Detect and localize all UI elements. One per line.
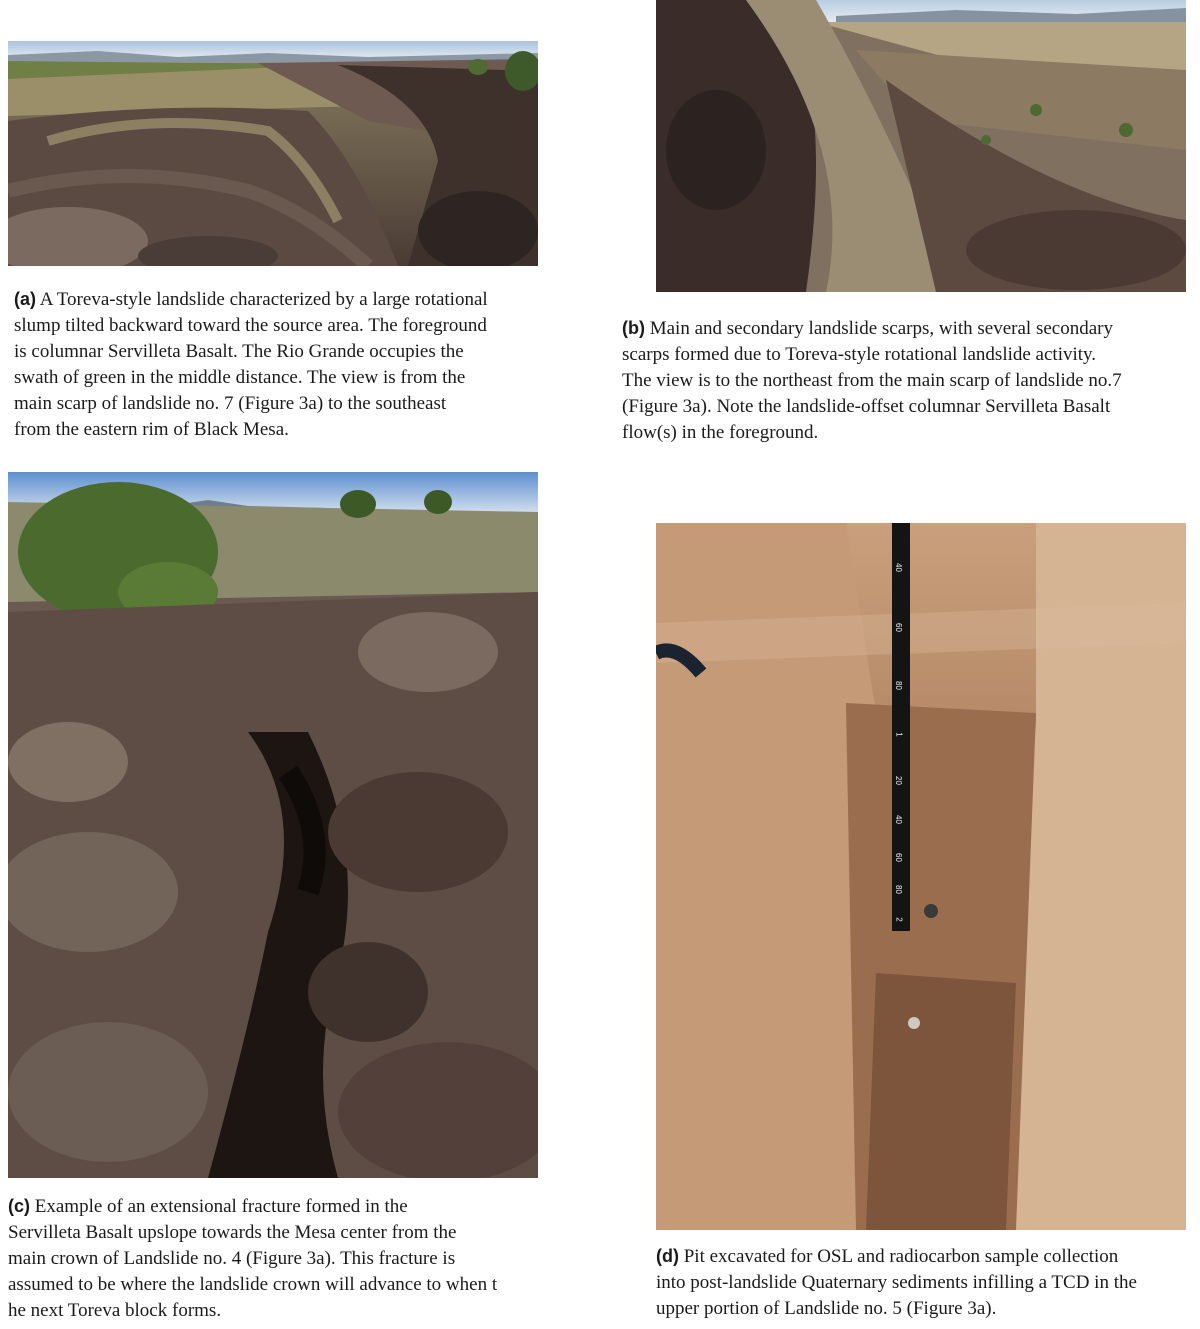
photo-b-landslide-scarps: [656, 0, 1186, 292]
tape-label: 80: [893, 681, 903, 690]
photo-a-toreva-landslide: [8, 41, 538, 266]
caption-line: he next Toreva block forms.: [8, 1300, 222, 1321]
caption-line: flow(s) in the foreground.: [622, 422, 819, 443]
caption-b: [622, 315, 1200, 446]
caption-a: [14, 286, 574, 443]
caption-line: assumed to be where the landslide crown will advance to when t: [8, 1274, 498, 1295]
caption-line: scarps formed due to Toreva-style rotational landslide activity.: [622, 344, 1097, 365]
caption-line: into post-landslide Quaternary sediments infilling a TCD in the: [656, 1272, 1137, 1293]
caption-d: [656, 1243, 1196, 1322]
tape-label: 20: [893, 776, 903, 785]
tape-label: 40: [893, 815, 903, 824]
caption-line: [622, 315, 1200, 342]
caption-line: [14, 286, 574, 313]
caption-line: [656, 1243, 1196, 1270]
tape-label: 80: [893, 885, 903, 894]
caption-line: Servilleta Basalt upslope towards the Mesa center from the: [8, 1222, 457, 1243]
caption-line: [8, 1193, 588, 1220]
photo-d-excavated-pit: [656, 523, 1186, 1230]
caption-text: Main and secondary landslide scarps, with several secondary: [644, 318, 1113, 339]
tape-label: 2: [894, 917, 904, 922]
caption-line: from the eastern rim of Black Mesa.: [14, 419, 289, 440]
caption-line: The view is to the northeast from the main scarp of landslide no.7: [622, 370, 1122, 391]
caption-line: swath of green in the middle distance. The view is from the: [14, 367, 466, 388]
measuring-tape: [892, 523, 910, 931]
caption-c: [8, 1193, 588, 1324]
caption-tag: (b): [622, 318, 645, 338]
caption-tag: (d): [656, 1246, 679, 1266]
caption-text: Example of an extensional fracture formed in the: [30, 1196, 408, 1217]
caption-text: A Toreva-style landslide characterized by a large rotational: [36, 289, 488, 310]
caption-line: upper portion of Landslide no. 5 (Figure 3a).: [656, 1298, 997, 1319]
caption-text: Pit excavated for OSL and radiocarbon sample collection: [678, 1246, 1119, 1267]
tape-label: 40: [893, 563, 903, 572]
caption-line: is columnar Servilleta Basalt. The Rio Grande occupies the: [14, 341, 464, 362]
caption-line: main scarp of landslide no. 7 (Figure 3a) to the southeast: [14, 393, 447, 414]
caption-line: (Figure 3a). Note the landslide-offset columnar Servilleta Basalt: [622, 396, 1111, 417]
caption-tag: (c): [8, 1196, 30, 1216]
tape-label: 60: [893, 623, 903, 632]
photo-c-extensional-fracture: [8, 472, 538, 1178]
caption-tag: (a): [14, 289, 36, 309]
caption-line: main crown of Landslide no. 4 (Figure 3a). This fracture is: [8, 1248, 456, 1269]
tape-label: 60: [893, 853, 903, 862]
tape-label: 1: [894, 732, 904, 737]
caption-line: slump tilted backward toward the source area. The foreground: [14, 315, 487, 336]
